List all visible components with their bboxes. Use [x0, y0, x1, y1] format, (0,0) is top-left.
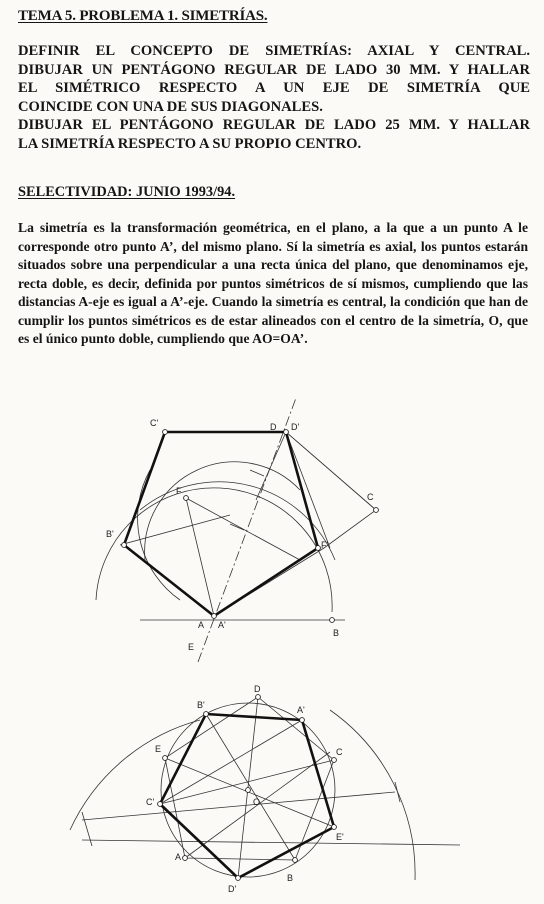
- point-b: [330, 618, 335, 623]
- point-d-c: [256, 695, 261, 700]
- page-title: TEMA 5. PROBLEMA 1. SIMETRÍAS.: [18, 8, 268, 24]
- point-d-prime-c: [236, 876, 241, 881]
- label-d-c: D: [254, 684, 261, 694]
- statement-line-2: DIBUJAR UN PENTÁGONO REGULAR DE LADO 30 MM. Y HALLAR: [18, 61, 530, 78]
- central-symmetry-figure: [0, 680, 544, 904]
- body-paragraph: La simetría es la transformación geométrica, en el plano, a la que a un punto A le corresponde otro punto A’, del mismo plano. Sí la simetría es axial, los puntos estarán situados sobre una perpendicular a una recta única del plano, que denominamos eje, recta doble, es decir, definida por puntos simétricos de sí mismos, cumpliendo que las distancias A-eje es igual a A’-eje. Cuando la simetría es central, la condición que han de cumplir los puntos simétricos es de estar alineados con el centro de la simetría, O, que es el único punto doble, cumpliendo que AO=OA’.: [18, 220, 528, 346]
- statement-line-1: DEFINIR EL CONCEPTO DE SIMETRÍAS: AXIAL Y CENTRAL.: [18, 43, 530, 59]
- line-through-center-2: [82, 840, 460, 845]
- label-f-prime: F': [321, 540, 329, 550]
- label-c-prime: C': [150, 418, 159, 428]
- problem-statement: [18, 42, 530, 154]
- point-a-prime-c: [300, 718, 305, 723]
- tick-right: [395, 782, 400, 802]
- axial-symmetry-figure: [0, 380, 544, 670]
- point-f: [184, 496, 189, 501]
- perp-line-3: [120, 515, 230, 545]
- point-f-prime: [316, 546, 321, 551]
- point-b-prime: [122, 543, 127, 548]
- point-c-c: [332, 758, 337, 763]
- tick-left: [82, 812, 92, 846]
- perp-line-1: [186, 498, 300, 560]
- point-b-c: [293, 858, 298, 863]
- arc-right-side: [330, 710, 415, 880]
- label-a: A: [198, 620, 205, 630]
- pentagon-original-central: [165, 697, 334, 860]
- label-e: E: [188, 642, 195, 652]
- label-b-prime-c: B': [197, 700, 205, 710]
- point-a-c: [183, 856, 188, 861]
- label-a-prime: A': [218, 620, 226, 630]
- pentagon-symmetric: [124, 432, 318, 616]
- exam-subtitle: SELECTIVIDAD: JUNIO 1993/94.: [18, 184, 236, 200]
- point-e-prime-c: [332, 825, 337, 830]
- point-o-c: [246, 788, 251, 793]
- point-e-c: [163, 756, 168, 761]
- label-c-prime-c: C': [146, 797, 155, 807]
- label-o-c: O: [253, 797, 261, 807]
- point-c: [374, 508, 379, 513]
- arc-left-side: [70, 720, 200, 830]
- label-a-c: A: [175, 852, 182, 862]
- label-d-prime: D': [291, 422, 300, 432]
- line-through-center-5: [165, 758, 334, 827]
- diag-c-line: [286, 432, 330, 548]
- symmetry-axis: [198, 398, 296, 662]
- statement-line-3: EL SIMÉTRICO RESPECTO A UN EJE DE SIMETRÍA QUE: [18, 80, 530, 97]
- label-d: D: [270, 422, 277, 432]
- label-d-prime-c: D': [228, 884, 237, 894]
- label-f: F: [176, 486, 182, 496]
- tick-2: [250, 470, 264, 476]
- pentagon-original: [214, 432, 376, 616]
- point-a: [212, 614, 217, 619]
- label-b: B: [333, 628, 340, 638]
- point-c-prime-c: [158, 802, 163, 807]
- point-d: [284, 430, 289, 435]
- label-a-prime-c: A': [297, 705, 305, 715]
- arc-mid: [140, 482, 335, 560]
- label-e-c: E: [155, 744, 162, 754]
- label-c-c: C: [336, 747, 343, 757]
- arc-small: [145, 462, 300, 560]
- label-e-prime-c: E': [336, 832, 344, 842]
- point-b-prime-c: [204, 712, 209, 717]
- tick-1: [230, 524, 244, 530]
- point-c-prime: [163, 430, 168, 435]
- statement-line-6: LA SIMETRÍA RESPECTO A SU PROPIO CENTRO.: [18, 135, 362, 152]
- statement-line-5: DIBUJAR EL PENTÁGONO REGULAR DE LADO 25 MM. Y HALLAR: [18, 117, 530, 134]
- line-through-center-1: [82, 792, 395, 820]
- label-c: C: [367, 492, 374, 502]
- statement-line-4: COINCIDE CON UNA DE SUS DIAGONALES.: [18, 98, 323, 115]
- label-b-prime: B': [106, 529, 114, 539]
- label-b-c: B: [287, 873, 294, 883]
